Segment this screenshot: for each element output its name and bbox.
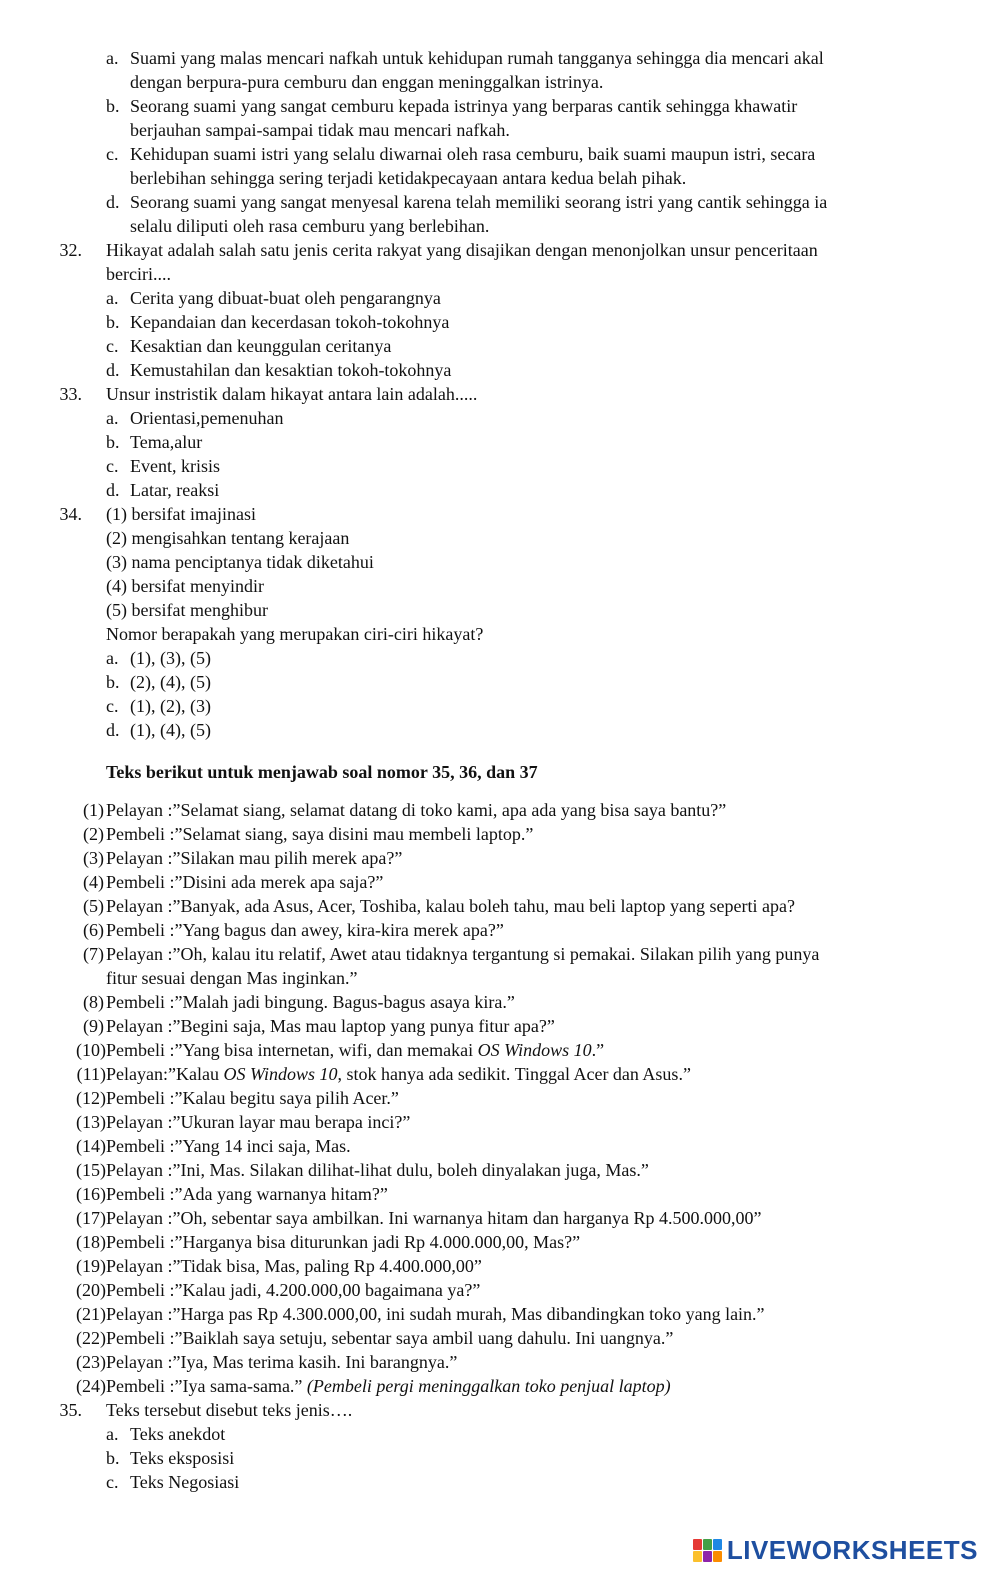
statement: (4) bersifat menyindir: [106, 576, 264, 596]
dialogue-line: [106, 894, 795, 918]
dialogue-number: (18): [76, 1232, 106, 1252]
dialogue-line: [106, 1182, 388, 1206]
question-stem: Nomor berapakah yang merupakan ciri-ciri hikayat?: [106, 624, 484, 644]
option-letter: a.: [106, 1424, 119, 1444]
option-letter: a.: [106, 48, 119, 68]
logo-blocks-icon: [693, 1539, 722, 1562]
dialogue-continuation: fitur sesuai dengan Mas inginkan.”: [106, 968, 358, 988]
dialogue-italic: (Pembeli pergi meninggalkan toko penjual laptop): [306, 1376, 671, 1396]
dialogue-text: Pelayan :”Iya, Mas terima kasih. Ini barangnya.”: [106, 1352, 458, 1372]
option-text: Cerita yang dibuat-buat oleh pengarangnya: [130, 288, 441, 308]
dialogue-text: Pelayan :”Selamat siang, selamat datang di toko kami, apa ada yang bisa saya bantu?”: [106, 800, 727, 820]
question-stem: Hikayat adalah salah satu jenis cerita rakyat yang disajikan dengan menonjolkan unsur penceritaan: [106, 240, 818, 260]
option-letter: d.: [106, 720, 120, 740]
dialogue-number: (2): [83, 824, 104, 844]
dialogue-line: [106, 1350, 457, 1374]
dialogue-line: [106, 990, 515, 1014]
option-text: (1), (4), (5): [130, 720, 211, 740]
dialogue-number: (21): [76, 1304, 106, 1324]
dialogue-number: (9): [83, 1016, 104, 1036]
option-letter: b.: [106, 432, 120, 452]
dialogue-text: Pelayan :”Oh, sebentar saya ambilkan. Ini warnanya hitam dan harganya Rp 4.500.000,00”: [106, 1208, 762, 1228]
statement: (3) nama penciptanya tidak diketahui: [106, 552, 374, 572]
dialogue-text: Pembeli :”Malah jadi bingung. Bagus-bagus asaya kira.”: [106, 992, 515, 1012]
dialogue-text: Pembeli :”Disini ada merek apa saja?”: [106, 872, 384, 892]
option-text: Teks anekdot: [130, 1424, 226, 1444]
dialogue-number: (5): [83, 896, 104, 916]
dialogue-number: (24): [76, 1376, 106, 1396]
option-text: (1), (2), (3): [130, 696, 211, 716]
dialogue-number: (22): [76, 1328, 106, 1348]
footer-brand: LIVEWORKSHEETS: [726, 1535, 978, 1565]
dialogue-text: Pembeli :”Yang bagus dan awey, kira-kira merek apa?”: [106, 920, 504, 940]
option-text: Event, krisis: [130, 456, 220, 476]
dialogue-text: Pembeli :”Selamat siang, saya disini mau membeli laptop.”: [106, 824, 534, 844]
option-text: berlebihan sehingga sering terjadi ketidakpecayaan antara kedua belah pihak.: [130, 168, 687, 188]
statement: (5) bersifat menghibur: [106, 600, 268, 620]
dialogue-text: Pelayan:”Kalau: [106, 1064, 224, 1084]
dialogue-line: [106, 1014, 555, 1038]
dialogue-text-tail: .”: [591, 1040, 605, 1060]
option-letter: a.: [106, 288, 119, 308]
option-letter: c.: [106, 696, 119, 716]
dialogue-text-tail: , stok hanya ada sedikit. Tinggal Acer dan Asus.”: [337, 1064, 691, 1084]
option-text: Tema,alur: [130, 432, 203, 452]
question-stem: berciri....: [106, 264, 171, 284]
option-text: selalu diliputi oleh rasa cemburu yang berlebihan.: [130, 216, 490, 236]
dialogue-italic: OS Windows 10: [477, 1040, 592, 1060]
dialogue-text: Pelayan :”Banyak, ada Asus, Acer, Toshiba, kalau boleh tahu, mau beli laptop yang seperti apa?: [106, 896, 795, 916]
option-text: dengan berpura-pura cemburu dan enggan meninggalkan istrinya.: [130, 72, 604, 92]
option-letter: b.: [106, 1448, 120, 1468]
option-text: Orientasi,pemenuhan: [130, 408, 284, 428]
option-letter: a.: [106, 408, 119, 428]
option-letter: a.: [106, 648, 119, 668]
question-number: 35.: [59, 1400, 82, 1420]
statement: (2) mengisahkan tentang kerajaan: [106, 528, 350, 548]
dialogue-text: Pelayan :”Begini saja, Mas mau laptop yang punya fitur apa?”: [106, 1016, 555, 1036]
option-text: Seorang suami yang sangat cemburu kepada istrinya yang berparas cantik sehingga khawatir: [130, 96, 798, 116]
dialogue-number: (6): [83, 920, 104, 940]
option-text: Kehidupan suami istri yang selalu diwarnai oleh rasa cemburu, baik suami maupun istri, secara: [130, 144, 816, 164]
option-letter: c.: [106, 1472, 119, 1492]
dialogue-number: (19): [76, 1256, 106, 1276]
question-number: 32.: [59, 240, 82, 260]
option-letter: b.: [106, 672, 120, 692]
dialogue-line: [106, 1110, 410, 1134]
dialogue-line: [106, 870, 383, 894]
dialogue-text: Pembeli :”Kalau jadi, 4.200.000,00 bagaimana ya?”: [106, 1280, 481, 1300]
option-text: Kesaktian dan keunggulan ceritanya: [130, 336, 392, 356]
dialogue-number: (23): [76, 1352, 106, 1372]
dialogue-number: (20): [76, 1280, 106, 1300]
option-text: Kemustahilan dan kesaktian tokoh-tokohnya: [130, 360, 452, 380]
option-text: Latar, reaksi: [130, 480, 220, 500]
liveworksheets-logo: [693, 1535, 978, 1566]
dialogue-line: [106, 918, 504, 942]
dialogue-line: [106, 798, 726, 822]
dialogue-line: [106, 846, 402, 870]
dialogue-number: (11): [76, 1064, 106, 1084]
option-text: Kepandaian dan kecerdasan tokoh-tokohnya: [130, 312, 450, 332]
dialogue-number: (13): [76, 1112, 106, 1132]
option-text: berjauhan sampai-sampai tidak mau mencari nafkah.: [130, 120, 510, 140]
option-letter: c.: [106, 144, 119, 164]
dialogue-number: (14): [76, 1136, 106, 1156]
dialogue-number: (16): [76, 1184, 106, 1204]
dialogue-text: Pelayan :”Ukuran layar mau berapa inci?”: [106, 1112, 411, 1132]
option-letter: d.: [106, 360, 120, 380]
dialogue-text: Pembeli :”Iya sama-sama.”: [106, 1376, 307, 1396]
question-stem: Teks tersebut disebut teks jenis….: [106, 1400, 353, 1420]
dialogue-line: [106, 1326, 673, 1350]
dialogue-text: Pembeli :”Harganya bisa diturunkan jadi Rp 4.000.000,00, Mas?”: [106, 1232, 581, 1252]
dialogue-line: [106, 1278, 480, 1302]
dialogue-line: [106, 1206, 761, 1230]
option-text: (1), (3), (5): [130, 648, 211, 668]
option-letter: c.: [106, 456, 119, 476]
section-heading: Teks berikut untuk menjawab soal nomor 35, 36, dan 37: [106, 762, 538, 782]
dialogue-line: [106, 1158, 649, 1182]
dialogue-text: Pelayan :”Tidak bisa, Mas, paling Rp 4.400.000,00”: [106, 1256, 482, 1276]
dialogue-line: [106, 822, 533, 846]
dialogue-line: [106, 1374, 671, 1398]
dialogue-text: Pelayan :”Silakan mau pilih merek apa?”: [106, 848, 403, 868]
dialogue-text: Pelayan :”Harga pas Rp 4.300.000,00, ini sudah murah, Mas dibandingkan toko yang lain.”: [106, 1304, 765, 1324]
statement: (1) bersifat imajinasi: [106, 504, 256, 524]
dialogue-text: Pelayan :”Oh, kalau itu relatif, Awet atau tidaknya tergantung si pemakai. Silakan pilih yang punya: [106, 944, 820, 964]
dialogue-number: (12): [76, 1088, 106, 1108]
dialogue-line: [106, 942, 819, 966]
dialogue-line: [106, 1038, 604, 1062]
question-number: 33.: [59, 384, 82, 404]
option-letter: d.: [106, 480, 120, 500]
option-text: (2), (4), (5): [130, 672, 211, 692]
dialogue-line: [106, 1230, 580, 1254]
dialogue-line: [106, 1254, 482, 1278]
option-text: Teks Negosiasi: [130, 1472, 240, 1492]
dialogue-text: Pembeli :”Baiklah saya setuju, sebentar saya ambil uang dahulu. Ini uangnya.”: [106, 1328, 674, 1348]
option-letter: b.: [106, 96, 120, 116]
dialogue-italic: OS Windows 10: [223, 1064, 338, 1084]
dialogue-text: Pembeli :”Yang 14 inci saja, Mas.: [106, 1136, 351, 1156]
dialogue-line: [106, 1086, 399, 1110]
dialogue-text: Pembeli :”Yang bisa internetan, wifi, dan memakai: [106, 1040, 478, 1060]
dialogue-line: [106, 1134, 351, 1158]
dialogue-text: Pembeli :”Kalau begitu saya pilih Acer.”: [106, 1088, 399, 1108]
dialogue-line: [106, 1302, 765, 1326]
option-letter: d.: [106, 192, 120, 212]
dialogue-text: Pelayan :”Ini, Mas. Silakan dilihat-lihat dulu, boleh dinyalakan juga, Mas.”: [106, 1160, 649, 1180]
dialogue-number: (3): [83, 848, 104, 868]
option-letter: b.: [106, 312, 120, 332]
dialogue-number: (15): [76, 1160, 106, 1180]
question-number: 34.: [59, 504, 82, 524]
question-stem: Unsur instristik dalam hikayat antara lain adalah.....: [106, 384, 478, 404]
option-letter: c.: [106, 336, 119, 356]
dialogue-number: (7): [83, 944, 104, 964]
option-text: Seorang suami yang sangat menyesal karena telah memiliki seorang istri yang cantik sehingga ia: [130, 192, 828, 212]
dialogue-number: (10): [76, 1040, 106, 1060]
dialogue-number: (4): [83, 872, 104, 892]
dialogue-number: (8): [83, 992, 104, 1012]
dialogue-text: Pembeli :”Ada yang warnanya hitam?”: [106, 1184, 388, 1204]
option-text: Teks eksposisi: [130, 1448, 235, 1468]
dialogue-number: (1): [83, 800, 104, 820]
dialogue-line: [106, 1062, 691, 1086]
dialogue-number: (17): [76, 1208, 106, 1228]
option-text: Suami yang malas mencari nafkah untuk kehidupan rumah tangganya sehingga dia mencari akal: [130, 48, 824, 68]
